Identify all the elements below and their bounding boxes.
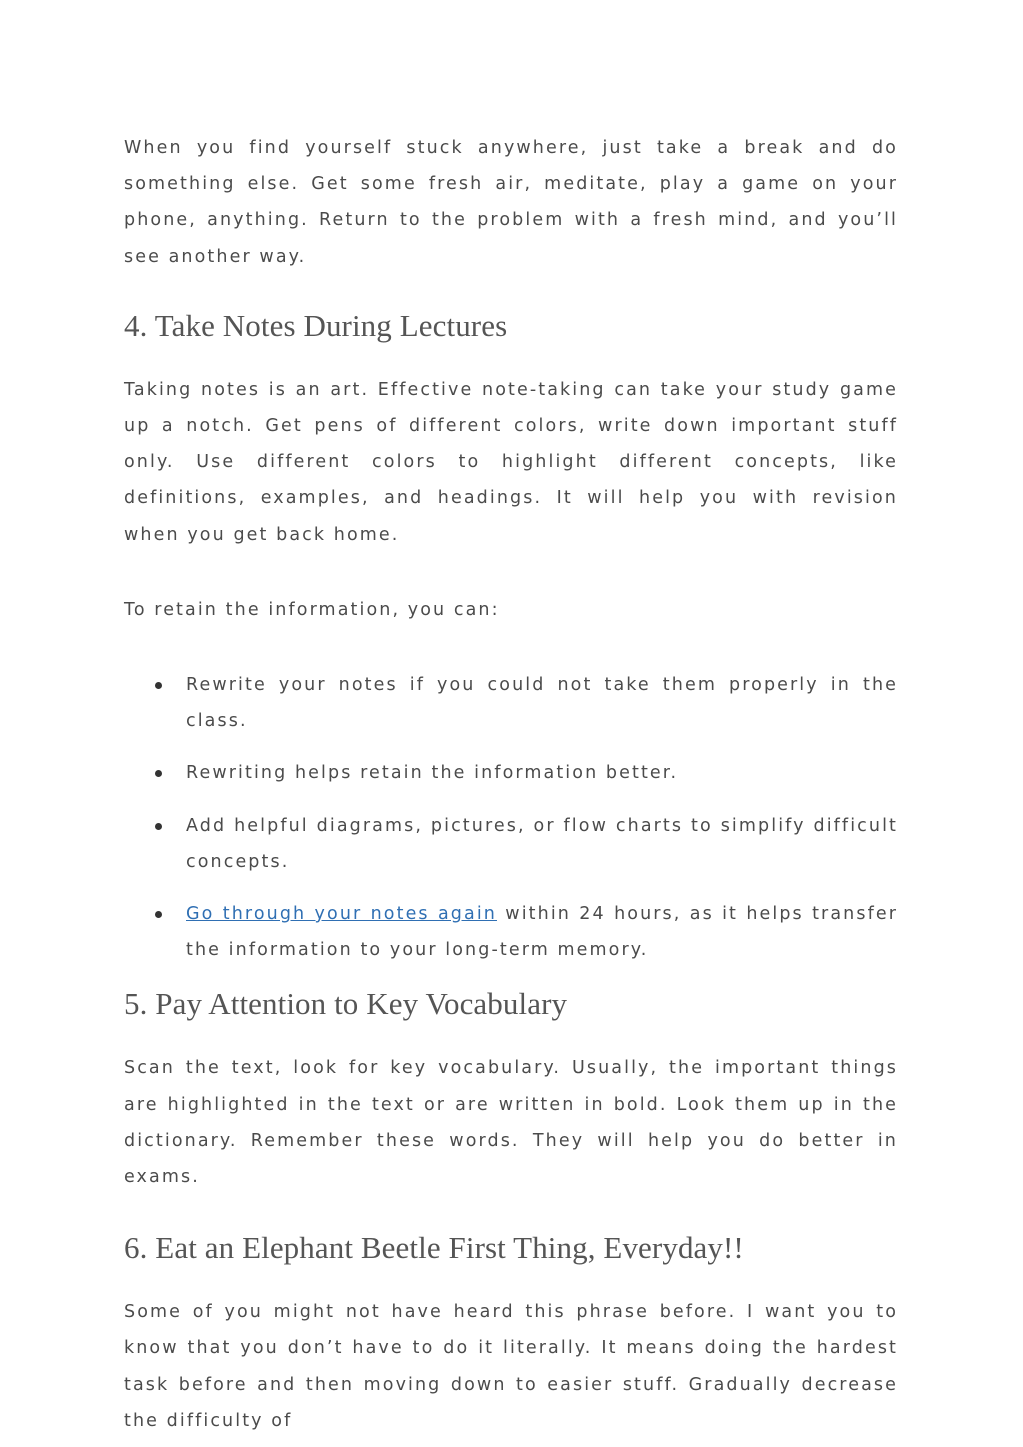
bullet-icon xyxy=(155,823,162,830)
list-item-text: Add helpful diagrams, pictures, or flow charts to simplify difficult concepts. xyxy=(186,815,898,872)
section-4-paragraph: Taking notes is an art. Effective note-taking can take your study game up a notch. Get pens of different colors, write down important stuff only. Use different colors to highlight different concepts, like definitions, examples, and headings. It will help you with revision when you get back home. xyxy=(124,379,898,545)
retain-tips-list xyxy=(124,667,898,968)
list-item-text: within 24 hours, as it helps transfer the information to your long-term memory. xyxy=(186,904,898,961)
list-item xyxy=(124,808,898,880)
list-item xyxy=(124,896,898,968)
bullet-icon xyxy=(155,682,162,689)
intro-paragraph: When you find yourself stuck anywhere, just take a break and do something else. Get some fresh air, meditate, play a game on your phone, anything. Return to the problem with a fresh mind, and you’ll see another way. xyxy=(124,138,898,267)
list-item xyxy=(124,667,898,739)
list-item-text: Rewrite your notes if you could not take them properly in the class. xyxy=(186,675,898,732)
document-page xyxy=(124,130,898,1439)
section-5-paragraph: Scan the text, look for key vocabulary. Usually, the important things are highlighted in the text or are written in bold. Look them up in the dictionary. Remember these words. They will help you do better in exams. xyxy=(124,1058,898,1188)
section-6-heading: 6. Eat an Elephant Beetle First Thing, Everyday!! xyxy=(124,1230,744,1266)
list-item xyxy=(124,755,898,791)
section-4-heading: 4. Take Notes During Lectures xyxy=(124,307,508,343)
list-item-text: Rewriting helps retain the information better. xyxy=(186,763,679,784)
section-5-heading: 5. Pay Attention to Key Vocabulary xyxy=(124,986,568,1022)
retain-intro-text: To retain the information, you can: xyxy=(124,599,500,620)
go-through-notes-link[interactable]: Go through your notes again xyxy=(186,904,497,925)
bullet-icon xyxy=(155,911,162,918)
section-6-paragraph: Some of you might not have heard this phrase before. I want you to know that you don’t have to do it literally. It means doing the hardest task before and then moving down to easier stuff. Gradually decrease the difficulty of xyxy=(124,1302,898,1431)
bullet-icon xyxy=(155,770,162,777)
